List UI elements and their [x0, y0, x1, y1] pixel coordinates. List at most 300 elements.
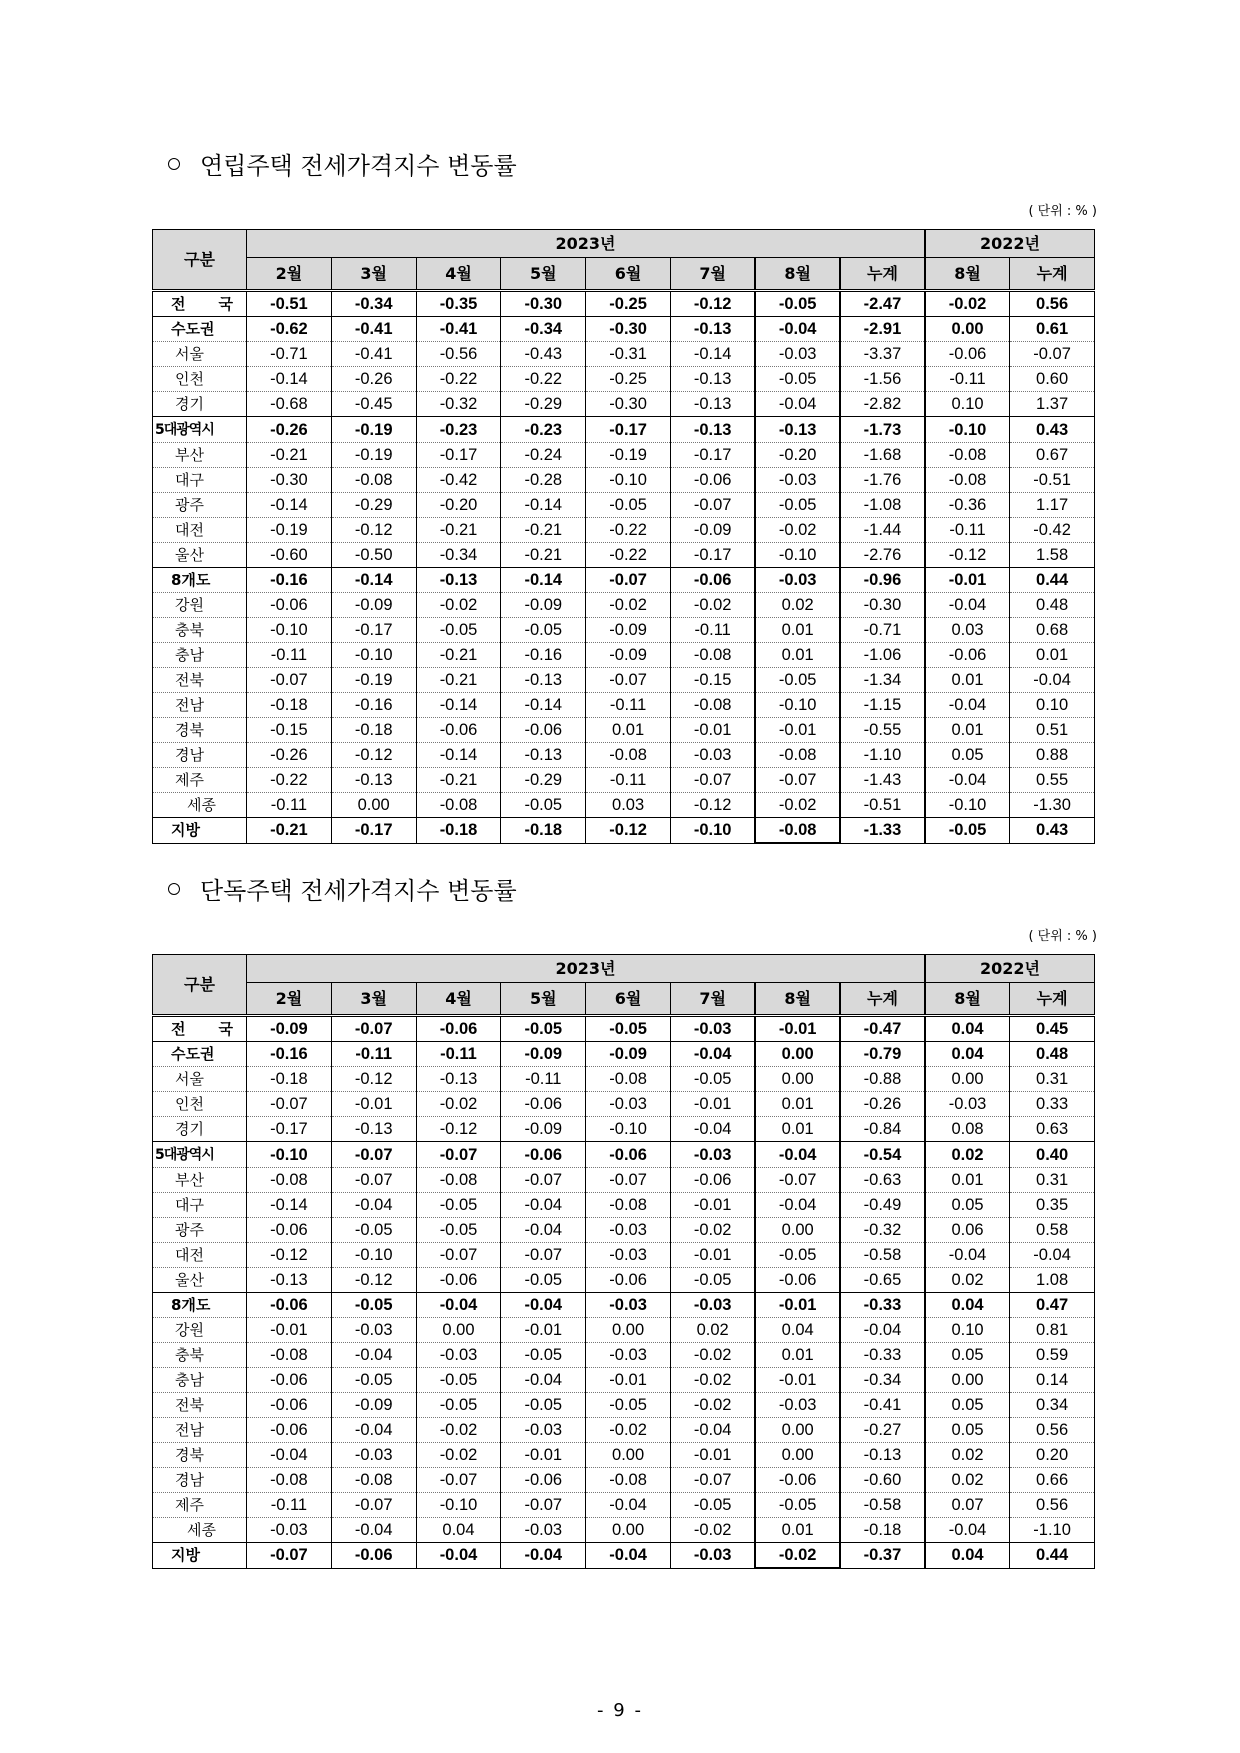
- rate-cell: 0.48: [1010, 1042, 1095, 1067]
- header-cumulative: 누계: [840, 258, 925, 291]
- rate-cell: 0.04: [925, 1042, 1010, 1067]
- rate-cell: -0.09: [586, 643, 671, 668]
- rate-cell: -0.33: [840, 1343, 925, 1368]
- rate-cell: -0.04: [501, 1218, 586, 1243]
- rate-cell: -0.05: [501, 1393, 586, 1418]
- rate-cell: -0.19: [586, 443, 671, 468]
- rate-cell: -0.05: [331, 1293, 416, 1318]
- rate-cell: -0.04: [925, 1518, 1010, 1543]
- table-row: [153, 1318, 1095, 1343]
- rate-cell: -0.47: [840, 1016, 925, 1042]
- table-row: [153, 1543, 1095, 1569]
- rate-cell: -0.13: [247, 1268, 332, 1293]
- rate-cell: 0.01: [755, 618, 840, 643]
- region-name: 광주: [175, 1221, 204, 1239]
- rate-cell: -0.07: [416, 1142, 501, 1168]
- region-name-cell: [153, 1468, 247, 1493]
- header-year-current: 2023년: [247, 955, 925, 983]
- rate-cell: -0.01: [755, 1368, 840, 1393]
- table-row: [153, 668, 1095, 693]
- rate-cell: 0.51: [1010, 718, 1095, 743]
- region-name-cell: [153, 568, 247, 593]
- rate-cell: -0.02: [670, 1393, 755, 1418]
- rate-cell: -0.02: [755, 793, 840, 818]
- rate-cell: 0.10: [925, 392, 1010, 417]
- rate-cell: -0.03: [586, 1243, 671, 1268]
- rate-cell: -0.26: [331, 367, 416, 392]
- rate-cell: 0.00: [755, 1443, 840, 1468]
- region-name: 경북: [175, 1446, 204, 1464]
- region-name-cell: [153, 317, 247, 342]
- region-name: 울산: [175, 1271, 204, 1289]
- rate-cell: -0.49: [840, 1193, 925, 1218]
- table-row: [153, 1067, 1095, 1092]
- table-row: [153, 417, 1095, 443]
- rate-cell: -0.11: [925, 518, 1010, 543]
- rate-cell: -0.01: [755, 718, 840, 743]
- rate-cell: 0.01: [755, 1343, 840, 1368]
- rate-cell: 0.04: [925, 1293, 1010, 1318]
- rate-cell: 0.34: [1010, 1393, 1095, 1418]
- rate-cell: -0.22: [586, 543, 671, 568]
- rate-cell: -0.06: [247, 1393, 332, 1418]
- rate-cell: 0.00: [755, 1418, 840, 1443]
- table-row: [153, 718, 1095, 743]
- rate-cell: -1.30: [1010, 793, 1095, 818]
- rate-cell: -0.29: [501, 768, 586, 793]
- rate-cell: 0.00: [586, 1518, 671, 1543]
- rate-cell: -0.41: [416, 317, 501, 342]
- region-name: 경기: [175, 395, 204, 413]
- rate-cell: -0.01: [755, 1016, 840, 1042]
- table-row: [153, 1142, 1095, 1168]
- rate-cell: -0.09: [670, 518, 755, 543]
- rate-cell: -0.01: [925, 568, 1010, 593]
- rate-cell: -1.43: [840, 768, 925, 793]
- region-name: 전남: [175, 696, 204, 714]
- rate-cell: 0.07: [925, 1493, 1010, 1518]
- rate-cell: -0.17: [670, 543, 755, 568]
- rate-cell: -1.15: [840, 693, 925, 718]
- rate-cell: -0.06: [925, 342, 1010, 367]
- region-name-cell: [153, 1243, 247, 1268]
- table-row: [153, 1293, 1095, 1318]
- region-name: 울산: [175, 546, 204, 564]
- rate-cell: -0.08: [416, 793, 501, 818]
- rate-cell: -0.11: [247, 793, 332, 818]
- region-name: 제주: [175, 1496, 204, 1514]
- region-name-cell: [153, 1142, 247, 1168]
- rate-cell: -0.11: [247, 643, 332, 668]
- rate-cell: -3.37: [840, 342, 925, 367]
- region-name: 서울: [175, 345, 204, 363]
- rate-cell: -0.03: [331, 1318, 416, 1343]
- rate-cell: -0.02: [416, 593, 501, 618]
- rate-cell: -0.22: [586, 518, 671, 543]
- region-name-cell: [153, 1042, 247, 1067]
- rate-cell: -0.06: [247, 1418, 332, 1443]
- rate-cell: -0.08: [586, 1468, 671, 1493]
- header-month: 3월: [331, 983, 416, 1016]
- rate-cell: -0.55: [840, 718, 925, 743]
- rate-cell: 0.01: [755, 643, 840, 668]
- rate-cell: -0.04: [501, 1368, 586, 1393]
- header-month: 5월: [501, 983, 586, 1016]
- region-name: 수도권: [171, 320, 215, 338]
- rate-cell: 0.00: [586, 1443, 671, 1468]
- rate-cell: -0.13: [416, 568, 501, 593]
- rate-cell: -0.02: [925, 291, 1010, 317]
- region-name-cell: [153, 518, 247, 543]
- rate-cell: -0.06: [247, 1368, 332, 1393]
- region-name-cell: [153, 1343, 247, 1368]
- rate-cell: -0.09: [501, 1117, 586, 1142]
- rate-cell: 0.43: [1010, 417, 1095, 443]
- rate-cell: -0.07: [670, 768, 755, 793]
- rate-cell: -0.08: [586, 1067, 671, 1092]
- header-month: 6월: [586, 983, 671, 1016]
- region-name: 세종: [187, 1521, 216, 1539]
- rate-cell: -0.13: [670, 417, 755, 443]
- rate-cell: -0.07: [670, 493, 755, 518]
- header-prev-month: 8월: [925, 983, 1010, 1016]
- rate-cell: -0.07: [670, 1468, 755, 1493]
- rate-cell: -0.05: [755, 1493, 840, 1518]
- rate-cell: -0.04: [670, 1418, 755, 1443]
- rate-cell: -0.12: [331, 1268, 416, 1293]
- rate-cell: -0.28: [501, 468, 586, 493]
- rate-cell: -2.82: [840, 392, 925, 417]
- rate-cell: -0.10: [331, 1243, 416, 1268]
- rate-cell: -0.50: [331, 543, 416, 568]
- rate-cell: -0.06: [331, 1543, 416, 1569]
- rate-cell: -0.09: [331, 593, 416, 618]
- rate-cell: -0.21: [501, 543, 586, 568]
- rate-cell: 0.47: [1010, 1293, 1095, 1318]
- table-row: [153, 768, 1095, 793]
- rate-cell: -0.25: [586, 291, 671, 317]
- rate-cell: -0.08: [416, 1168, 501, 1193]
- rate-cell: -0.10: [670, 818, 755, 844]
- rate-cell: -0.17: [670, 443, 755, 468]
- table-row: [153, 317, 1095, 342]
- table-row: [153, 1243, 1095, 1268]
- rate-cell: -0.04: [755, 317, 840, 342]
- rate-cell: -0.32: [840, 1218, 925, 1243]
- rate-cell: -0.22: [416, 367, 501, 392]
- rate-cell: 0.01: [755, 1117, 840, 1142]
- rate-cell: -0.03: [331, 1443, 416, 1468]
- section-title-1: [168, 146, 517, 181]
- rate-cell: -0.51: [1010, 468, 1095, 493]
- table-row: [153, 1368, 1095, 1393]
- rate-cell: -0.08: [925, 443, 1010, 468]
- rate-cell: -0.03: [755, 1393, 840, 1418]
- region-name: 대전: [175, 521, 204, 539]
- rate-cell: 0.04: [925, 1543, 1010, 1569]
- region-name: 부산: [175, 1171, 204, 1189]
- circle-bullet-icon: [168, 883, 180, 895]
- section-title-text: 연립주택 전세가격지수 변동률: [200, 152, 517, 180]
- table-row: [153, 593, 1095, 618]
- table-row: [153, 818, 1095, 844]
- table-row: [153, 743, 1095, 768]
- rate-cell: -0.04: [586, 1543, 671, 1569]
- rate-cell: -0.07: [247, 1543, 332, 1569]
- rate-cell: -0.04: [247, 1443, 332, 1468]
- rate-cell: -0.19: [331, 668, 416, 693]
- rate-cell: -0.05: [670, 1268, 755, 1293]
- rate-cell: 1.17: [1010, 493, 1095, 518]
- rate-cell: -0.43: [501, 342, 586, 367]
- rate-cell: 0.02: [925, 1142, 1010, 1168]
- rate-cell: -0.58: [840, 1493, 925, 1518]
- rate-cell: -0.04: [925, 768, 1010, 793]
- rate-cell: -0.65: [840, 1268, 925, 1293]
- rate-cell: -0.13: [670, 392, 755, 417]
- rate-cell: 1.37: [1010, 392, 1095, 417]
- rate-cell: -0.12: [670, 793, 755, 818]
- rate-cell: -0.21: [416, 768, 501, 793]
- rate-cell: -0.10: [331, 643, 416, 668]
- rate-cell: -0.08: [755, 743, 840, 768]
- rate-cell: -0.05: [925, 818, 1010, 844]
- rate-cell: -0.60: [247, 543, 332, 568]
- region-name: 부산: [175, 446, 204, 464]
- table-row: [153, 291, 1095, 317]
- rate-cell: -0.15: [670, 668, 755, 693]
- region-name-cell: [153, 417, 247, 443]
- rate-cell: 0.04: [416, 1518, 501, 1543]
- header-category: 구분: [153, 955, 247, 1016]
- rate-cell: -0.07: [501, 1243, 586, 1268]
- rate-cell: -0.05: [416, 1193, 501, 1218]
- rate-cell: -0.41: [331, 342, 416, 367]
- header-month: 5월: [501, 258, 586, 291]
- rate-cell: -0.07: [755, 768, 840, 793]
- unit-label-2: ( 단위 : % ): [1028, 929, 1097, 944]
- rate-cell: -0.04: [501, 1293, 586, 1318]
- rate-cell: -0.05: [416, 1393, 501, 1418]
- rate-cell: -0.03: [755, 568, 840, 593]
- rate-cell: -1.10: [1010, 1518, 1095, 1543]
- rate-cell: -0.17: [416, 443, 501, 468]
- region-name: 인천: [175, 1095, 204, 1113]
- rate-cell: -0.10: [247, 1142, 332, 1168]
- rate-cell: -0.03: [670, 1293, 755, 1318]
- region-name-cell: [153, 543, 247, 568]
- region-name-cell: [153, 1543, 247, 1569]
- rate-cell: -0.14: [670, 342, 755, 367]
- region-name: 충남: [175, 1371, 204, 1389]
- rate-cell: -0.08: [670, 693, 755, 718]
- rate-cell: -0.05: [501, 618, 586, 643]
- rate-cell: -0.24: [501, 443, 586, 468]
- header-month: 2월: [247, 983, 332, 1016]
- rate-cell: -0.04: [331, 1343, 416, 1368]
- table-row: [153, 518, 1095, 543]
- region-name-cell: [153, 1493, 247, 1518]
- rate-cell: -1.10: [840, 743, 925, 768]
- rate-cell: 0.05: [925, 1418, 1010, 1443]
- rate-cell: -0.29: [331, 493, 416, 518]
- rate-cell: 0.02: [925, 1268, 1010, 1293]
- rate-cell: -0.34: [501, 317, 586, 342]
- rate-cell: 0.05: [925, 1193, 1010, 1218]
- region-name: 경남: [175, 1471, 204, 1489]
- rate-cell: -0.07: [586, 668, 671, 693]
- rate-cell: -0.03: [925, 1092, 1010, 1117]
- rate-cell: -0.06: [247, 1293, 332, 1318]
- rate-cell: -0.06: [925, 643, 1010, 668]
- region-name-cell: [153, 1293, 247, 1318]
- region-name-cell: [153, 1368, 247, 1393]
- table-row: [153, 1016, 1095, 1042]
- rate-cell: -0.05: [416, 1368, 501, 1393]
- rate-cell: -0.08: [586, 743, 671, 768]
- region-name: 강원: [175, 1321, 204, 1339]
- region-name: 8개도: [171, 571, 211, 589]
- rate-cell: -0.09: [586, 1042, 671, 1067]
- rate-cell: -0.10: [586, 468, 671, 493]
- rate-cell: -0.05: [331, 1218, 416, 1243]
- region-name-cell: [153, 1117, 247, 1142]
- rate-cell: 0.88: [1010, 743, 1095, 768]
- rate-cell: 0.56: [1010, 1493, 1095, 1518]
- table-row: [153, 342, 1095, 367]
- region-name-cell: [153, 743, 247, 768]
- rate-cell: -0.01: [501, 1443, 586, 1468]
- rate-cell: -0.02: [586, 593, 671, 618]
- rate-cell: -0.31: [586, 342, 671, 367]
- rate-cell: 0.02: [670, 1318, 755, 1343]
- rate-cell: -0.01: [670, 1443, 755, 1468]
- rate-cell: -0.71: [840, 618, 925, 643]
- rate-cell: -0.07: [247, 1092, 332, 1117]
- header-month: 3월: [331, 258, 416, 291]
- rate-cell: 0.63: [1010, 1117, 1095, 1142]
- rate-cell: -0.33: [840, 1293, 925, 1318]
- rate-cell: 0.31: [1010, 1067, 1095, 1092]
- header-month: 8월: [755, 983, 840, 1016]
- rate-cell: 0.45: [1010, 1016, 1095, 1042]
- rate-cell: -0.56: [416, 342, 501, 367]
- rate-cell: -0.42: [1010, 518, 1095, 543]
- region-name-cell: [153, 493, 247, 518]
- rate-cell: 1.08: [1010, 1268, 1095, 1293]
- rate-cell: 0.05: [925, 1393, 1010, 1418]
- rate-cell: 0.02: [755, 593, 840, 618]
- region-name-cell: [153, 818, 247, 844]
- rate-cell: -0.14: [331, 568, 416, 593]
- rate-cell: 0.48: [1010, 593, 1095, 618]
- region-name: 대구: [175, 1196, 204, 1214]
- rate-cell: -0.04: [331, 1518, 416, 1543]
- rate-cell: -0.18: [247, 693, 332, 718]
- rate-cell: -0.18: [247, 1067, 332, 1092]
- rate-cell: -0.14: [416, 693, 501, 718]
- rate-cell: -0.08: [247, 1168, 332, 1193]
- rate-cell: -0.42: [416, 468, 501, 493]
- region-name-cell: [153, 1443, 247, 1468]
- rate-cell: -0.45: [331, 392, 416, 417]
- rate-cell: -0.18: [501, 818, 586, 844]
- region-name-cell: [153, 443, 247, 468]
- rate-cell: -0.03: [670, 743, 755, 768]
- rate-cell: -0.06: [501, 1142, 586, 1168]
- region-name-cell: [153, 693, 247, 718]
- rate-cell: 0.68: [1010, 618, 1095, 643]
- rate-cell: -0.21: [416, 518, 501, 543]
- rate-cell: -0.02: [670, 1343, 755, 1368]
- rate-cell: 0.33: [1010, 1092, 1095, 1117]
- region-name: 제주: [175, 771, 204, 789]
- rate-cell: 0.31: [1010, 1168, 1095, 1193]
- rate-cell: -0.02: [670, 593, 755, 618]
- table-row: [153, 1268, 1095, 1293]
- rate-cell: -0.36: [925, 493, 1010, 518]
- region-name-cell: [153, 593, 247, 618]
- rate-cell: -0.05: [755, 1243, 840, 1268]
- rate-cell: -0.14: [501, 568, 586, 593]
- rate-cell: -0.08: [586, 1193, 671, 1218]
- rate-cell: -0.07: [586, 568, 671, 593]
- region-name-cell: [153, 668, 247, 693]
- rate-cell: -0.03: [755, 342, 840, 367]
- region-name: 충남: [175, 646, 204, 664]
- rate-cell: 0.04: [755, 1318, 840, 1343]
- table-row: [153, 392, 1095, 417]
- rate-cell: 0.56: [1010, 291, 1095, 317]
- rate-cell: -0.09: [501, 593, 586, 618]
- rate-cell: 0.35: [1010, 1193, 1095, 1218]
- rate-cell: -0.05: [331, 1368, 416, 1393]
- rate-cell: -0.04: [501, 1193, 586, 1218]
- table-row: [153, 1518, 1095, 1543]
- rate-cell: -0.06: [670, 468, 755, 493]
- header-month: 2월: [247, 258, 332, 291]
- region-name: 경북: [175, 721, 204, 739]
- table-row: [153, 493, 1095, 518]
- rate-cell: -0.13: [670, 317, 755, 342]
- rate-cell: 0.00: [755, 1067, 840, 1092]
- rate-cell: -0.06: [501, 1468, 586, 1493]
- rate-cell: -0.06: [416, 718, 501, 743]
- unit-label-1: ( 단위 : % ): [1028, 204, 1097, 219]
- rate-cell: 0.02: [925, 1468, 1010, 1493]
- rate-cell: 0.01: [586, 718, 671, 743]
- rate-cell: -0.14: [416, 743, 501, 768]
- rate-cell: -0.06: [247, 1218, 332, 1243]
- region-name: 충북: [175, 621, 204, 639]
- rate-cell: -0.05: [586, 1393, 671, 1418]
- rate-cell: -0.41: [331, 317, 416, 342]
- rate-cell: -0.07: [416, 1468, 501, 1493]
- rate-cell: -0.51: [840, 793, 925, 818]
- rate-cell: -0.07: [247, 668, 332, 693]
- rate-cell: -0.12: [331, 743, 416, 768]
- rate-cell: -1.73: [840, 417, 925, 443]
- rate-cell: -0.88: [840, 1067, 925, 1092]
- rate-cell: -1.33: [840, 818, 925, 844]
- rate-cell: 0.03: [925, 618, 1010, 643]
- rate-cell: -0.06: [586, 1142, 671, 1168]
- rate-cell: -0.07: [501, 1493, 586, 1518]
- rate-cell: -0.35: [416, 291, 501, 317]
- rate-cell: -0.12: [331, 1067, 416, 1092]
- rate-cell: -0.03: [416, 1343, 501, 1368]
- rate-cell: -0.01: [670, 1243, 755, 1268]
